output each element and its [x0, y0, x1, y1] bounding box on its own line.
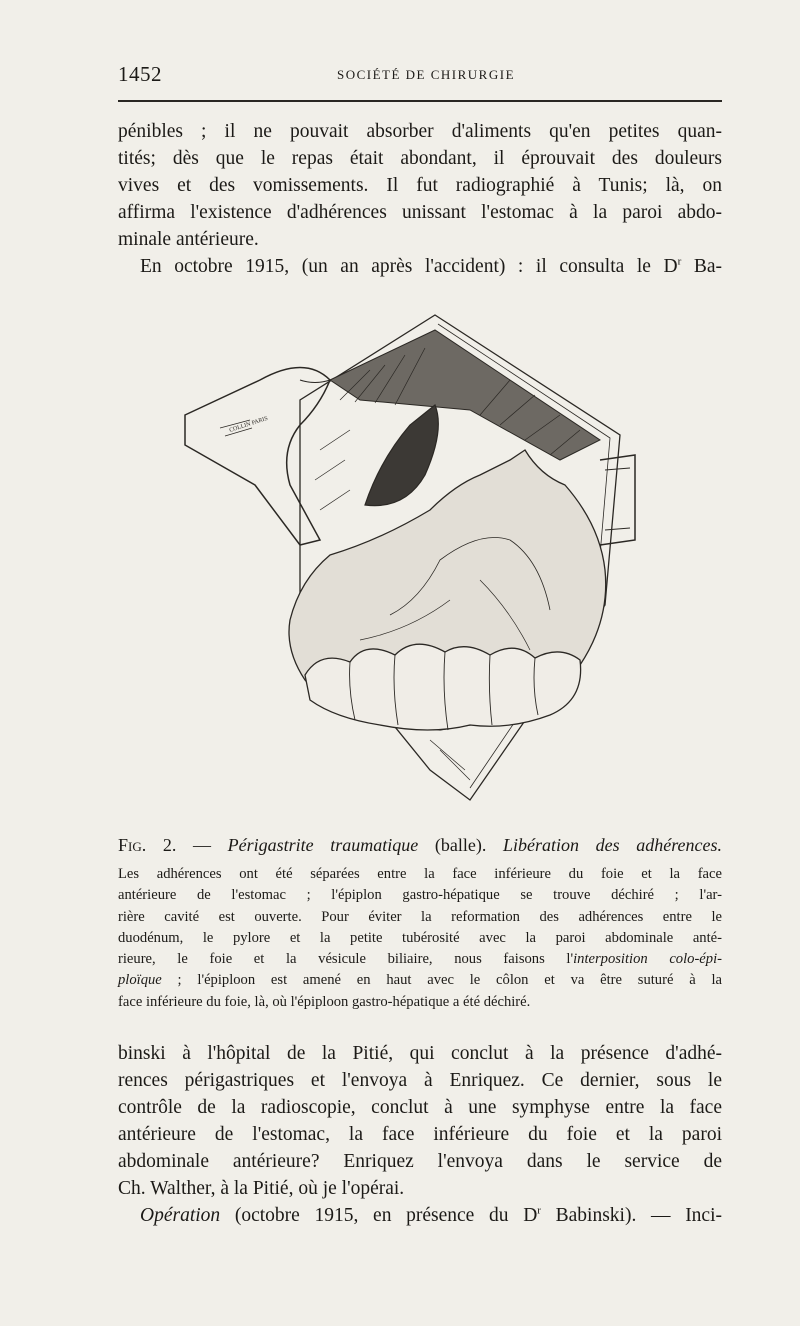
superscript: r — [677, 255, 682, 268]
text-segment-italic: interposition colo-épi- — [573, 951, 722, 968]
page-number: 1452 — [118, 62, 162, 86]
figure-caption-body — [118, 864, 722, 1013]
text-line — [118, 1202, 722, 1229]
text-segment: (octobre 1915, en présence du D — [220, 1205, 538, 1226]
caption-plain: (balle). — [418, 835, 503, 855]
top-paragraph — [118, 118, 722, 280]
caption-line: rière cavité est ouverte. Pour éviter la reformation des adhérences entre le — [118, 908, 722, 925]
text-segment: Ba- — [681, 256, 723, 277]
text-segment-italic: ploïque — [118, 972, 162, 989]
figure-caption-title — [118, 833, 722, 857]
text-line: contrôle de la radioscopie, conclut à une symphyse entre la face — [118, 1097, 722, 1118]
caption-line — [118, 949, 722, 970]
text-line: antérieure de l'estomac, la face inférieure du foie et la paroi — [118, 1124, 722, 1145]
text-line — [118, 253, 722, 280]
text-line: affirma l'existence d'adhérences unissant l'estomac à la paroi abdo- — [118, 202, 722, 223]
surgical-illustration — [180, 310, 640, 820]
text-segment-italic: Opération — [140, 1205, 221, 1226]
figure-label: Fig. 2. — [118, 835, 177, 855]
header-rule — [118, 100, 722, 102]
text-segment: rieure, le foie et la vésicule biliaire, nous faisons l' — [118, 951, 574, 968]
text-line: rences périgastriques et l'envoya à Enriquez. Ce dernier, sous le — [118, 1070, 722, 1091]
text-line: abdominale antérieure? Enriquez l'envoya dans le service de — [118, 1151, 722, 1172]
bottom-paragraph — [118, 1040, 722, 1229]
caption-line: face inférieure du foie, là, où l'épiploon gastro-hépatique a été déchiré. — [118, 993, 531, 1010]
instrument-label: COLLIN PARIS — [228, 415, 269, 434]
illustration-drawing — [180, 310, 640, 820]
caption-dash: — — [176, 835, 228, 855]
text-segment: Babinski). — Inci- — [540, 1205, 723, 1226]
journal-title: SOCIÉTÉ DE CHIRURGIE — [336, 67, 516, 82]
text-line: minale antérieure. — [118, 229, 259, 250]
text-segment: ; l'épiploon est amené en haut avec le côlon et va être suturé à la — [161, 972, 722, 989]
caption-line: duodénum, le pylore et la petite tubérosité avec la paroi abdominale anté- — [118, 929, 722, 946]
text-segment: En octobre 1915, (un an après l'accident) : il consulta le D — [140, 256, 678, 277]
text-line: Ch. Walther, à la Pitié, où je l'opérai. — [118, 1178, 405, 1199]
opened-cavity — [365, 405, 438, 506]
caption-line: Les adhérences ont été séparées entre la face inférieure du foie et la face — [118, 866, 722, 882]
text-line: vives et des vomissements. Il fut radiographié à Tunis; là, on — [118, 175, 722, 196]
caption-line — [118, 970, 722, 991]
text-line: binski à l'hôpital de la Pitié, qui conclut à la présence d'adhé- — [118, 1043, 722, 1064]
text-line: pénibles ; il ne pouvait absorber d'aliments qu'en petites quan- — [118, 121, 722, 142]
superscript: r — [537, 1204, 541, 1217]
caption-line: antérieure de l'estomac ; l'épiplon gastro-hépatique se trouve déchiré ; l'ar- — [118, 887, 722, 904]
running-head — [118, 62, 724, 92]
caption-italic: Libération des adhérences. — [502, 835, 722, 855]
caption-italic: Périgastrite traumatique — [227, 835, 419, 855]
text-line: tités; dès que le repas était abondant, il éprouvait des douleurs — [118, 148, 722, 169]
